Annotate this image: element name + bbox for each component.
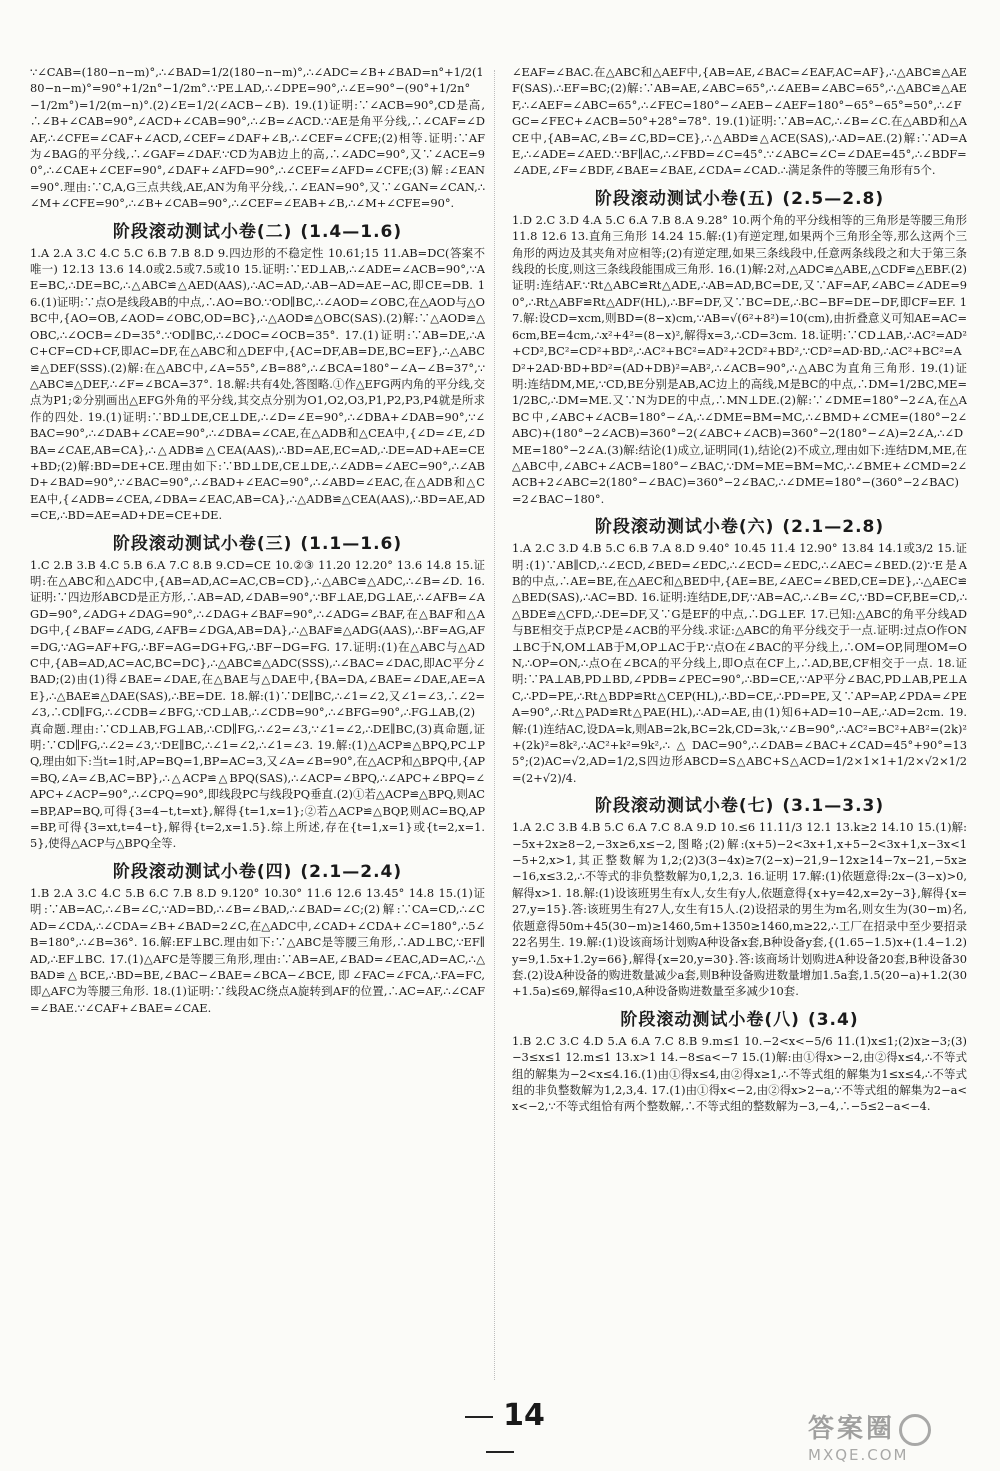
column-divider bbox=[494, 70, 495, 1380]
watermark-brand: 答案圈 bbox=[808, 1408, 978, 1446]
section-title: 阶段滚动测试小卷(八) (3.4) bbox=[620, 1009, 859, 1030]
left-section-0 bbox=[30, 64, 485, 212]
right-section-1 bbox=[512, 184, 967, 507]
watermark-logo bbox=[808, 1408, 978, 1466]
section-title: 阶段滚动测试小卷(四) (2.1—2.4) bbox=[112, 861, 403, 882]
section-text: 1.B 2.C 3.C 4.D 5.A 6.A 7.C 8.B 9.m≤1 10.−2<x<−5/6 11.(1)x≤1;(2)x≥−3;(3)−3≤x≤1 12.m≤1 13.x>1 14.−8≤a<−7 15.(1)解:由①得x>−2,由②得x≤4,∴不等式组的解集为−2<x≤4.16.(1)由①得x≤4,由②得x≥1,∴不等式组的解集为1≤x≤4,∴不等式组的非负整数解为1,2,3,4. 17.(1)由①得x<−2,由②得x>2−a,∵不等式组的解集为2−a<x<−2,∵不等式组恰有两个整数解,∴不等式组的整数解为−3,−4,∴−5≤2−a<−4. bbox=[512, 1033, 967, 1114]
right-section-3 bbox=[512, 791, 967, 999]
section-title: 阶段滚动测试小卷(五) (2.5—2.8) bbox=[594, 188, 885, 209]
circle-icon bbox=[899, 1414, 931, 1446]
section-text: ∵∠CAB=(180−n−m)°,∴∠BAD=1/2(180−n−m)°,∴∠ADC=∠B+∠BAD=n°+1/2(180−n−m)°=90°+1/2n°−1/2m°.∵PE⊥AD,∴∠DPE=90°,∴∠E=90°−(90°+1/2n°−1/2m°)=1/2(m−n)°.(2)∠E=1/2(∠ACB−∠B). 19.(1)证明:∵∠ACB=90°,CD是高,∴∠B+∠CAB=90°,∠ACD+∠CAB=90°,∴∠B=∠ACD.∵AE是角平分线,∴∠CAF=∠DAF,∴∠CFE=∠CAF+∠ACD,∠CEF=∠DAF+∠B,∴∠CEF=∠CFE;(2)相等.证明:∵AF为∠BAG的平分线,∴∠GAF=∠DAF.∵CD为AB边上的高,∴∠ADC=90°,又∵∠ACE=90°,∴∠CAE+∠CEF=90°,∠DAF+∠AFD=90°,∴∠CEF=∠AFD=∠CFE;(3)解:∠EAN=90°.理由:∵C,A,G三点共线,AE,AN为角平分线,∴∠EAN=90°,又∵∠GAN=∠CAN,∴∠M+∠CFE=90°,∴∠B+∠CAB=90°,∴∠CEF=∠EAB+∠B,∴∠M+∠CFE=90°. bbox=[30, 65, 485, 211]
section-text: ∠EAF=∠BAC.在△ABC和△AEF中,{AB=AE,∠BAC=∠EAF,AC=AF},∴△ABC≌△AEF(SAS).∴EF=BC;(2)解:∵AB=AE,∠ABC=65°,∴∠AEB=∠ABC=65°,∴△ABC≌△AEF,∴∠AEF=∠ABC=65°,∴∠FEC=180°−∠AEB−∠AEF=180°−65°−65°=50°,∴∠FGC=∠FEC+∠ACB=50°+28°=78°. 19.(1)证明:∵AB=AC,∴∠B=∠C.在△ABD和△ACE中,{AB=AC,∠B=∠C,BD=CE},∴△ABD≌△ACE(SAS),∴AD=AE.(2)解:∵AD=AE,∴∠ADE=∠AED.∵BF∥AC,∴∠FBD=∠C=45°.∵∠ABC=∠C=∠DAE=45°,∴∠BDF=∠ADE,∠F=∠BDF,∠BAE=∠BAE,∠CDA=∠CAD.∴满足条件的等腰三角形有5个. bbox=[512, 65, 967, 178]
left-section-3 bbox=[30, 857, 485, 1016]
right-section-2 bbox=[512, 512, 967, 786]
right-section-0 bbox=[512, 64, 967, 179]
dash-decoration bbox=[486, 1451, 514, 1453]
section-title: 阶段滚动测试小卷(六) (2.1—2.8) bbox=[594, 517, 885, 538]
section-text: 1.A 2.A 3.C 4.C 5.C 6.B 7.B 8.D 9.四边形的不稳定性 10.61;15 11.AB=DC(答案不唯一) 12.13 13.6 14.0或2.5或7.5或10 15.证明:∵ED⊥AB,∴∠ADE=∠ACB=90°,∵AE=BC,∴DE=BC,∴△ABC≌△AED(AAS),∴AC=AD,∴AB−AD=AE−AC,即CE=DB. 16.(1)证明:∵点O是线段AB的中点,∴AO=BO.∵OD∥BC,∴∠AOD=∠OBC,在△AOD与△OBC中,{AO=OB,∠AOD=∠OBC,OD=BC},∴△AOD≌△OBC(SAS).(2)解:∵△AOD≌△OBC,∴∠OCB=∠D=35°.∵OD∥BC,∴∠DOC=∠OCB=35°. 17.(1)证明:∵AB=DE,∴AC+CF=CD+CF,即AC=DF,在△ABC和△DEF中,{AC=DF,AB=DE,BC=EF},∴△ABC≌△DEF(SSS).(2)解:在△ABC中,∠A=55°,∠B=88°,∴∠BCA=180°−∠A−∠B=37°,∵△ABC≌△DEF,∴∠F=∠BCA=37°. 18.解:共有4处,答图略.①作△EFG两内角的平分线,交点为P1;②分别画出△EFG外角的平分线,其交点分别为O1,O2,O3,P1,P2,P3,P4就是所求作的四处. 19.(1)证明:∵BD⊥DE,CE⊥DE,∴∠D=∠E=90°,∴∠DBA+∠DAB=90°,∵∠BAC=90°,∴∠DAB+∠CAE=90°,∴∠DBA=∠CAE,在△ADB和△CEA中,{∠D=∠E,∠DBA=∠CAE,AB=CA},∴△ADB≌△CEA(AAS),∴BD=AE,EC=AD,∴DE=AD+AE=CE+BD;(2)解:BD=DE+CE.理由如下:∵BD⊥DE,CE⊥DE,∴∠ADB=∠AEC=90°,∴∠ABD+∠BAD=90°,∵∠BAC=90°,∴∠BAD+∠EAC=90°,∴∠ABD=∠EAC,在△ADB和△CEA中,{∠ADB=∠CEA,∠DBA=∠EAC,AB=CA},∴△ADB≌△CEA(AAS),∴BD=AE,AD=CE,∴BD=AE=AD+DE=CE+DE. bbox=[30, 245, 485, 523]
section-text: 1.B 2.A 3.C 4.C 5.B 6.C 7.B 8.D 9.120° 10.30° 11.6 12.6 13.45° 14.8 15.(1)证明:∵AB=AC,∴∠B=∠C,∵AD=BD,∴∠B=∠BAD,∴∠BAD=∠C;(2)解:∵CA=CD,∴∠CAD=∠CDA,∴∠CDA=∠B+∠BAD=2∠C,在△ADC中,∠CAD+∠CDA+∠C=180°,∴5∠B=180°,∴∠B=36°. 16.解:EF⊥BC.理由如下:∵△ABC是等腰三角形,∴AD⊥BC,∵EF∥AD,∴EF⊥BC. 17.(1)△AFC是等腰三角形,理由:∵AB=AE,∠BAD=∠EAC,AD=AC,∴△BAD≌△BCE,∴BD=BE,∠BAC−∠BAE=∠BCA−∠BCE,即∠FAC=∠FCA,∴FA=FC,即△AFC为等腰三角形. 18.(1)证明:∵线段AC绕点A旋转到AF的位置,∴AC=AF,∴∠CAF=∠BAE.∵∠CAF+∠BAE=∠CAE. bbox=[30, 885, 485, 1015]
right-section-4 bbox=[512, 1005, 967, 1115]
section-title: 阶段滚动测试小卷(七) (3.1—3.3) bbox=[594, 796, 885, 817]
left-section-1 bbox=[30, 217, 485, 524]
right-column bbox=[512, 64, 967, 1384]
watermark-site: MXQE.COM bbox=[808, 1445, 909, 1464]
section-text: 1.A 2.C 3.D 4.B 5.C 6.B 7.A 8.D 9.40° 10.45 11.4 12.90° 13.84 14.1或3/2 15.证明:(1)∵AB∥CD,∴∠ECD,∠BED=∠EDC,∴∠ECD=∠EDC,∴∠AEC=∠BED.(2)∵E是AB的中点,∴AE=BE,在△AEC和△BED中,{AE=BE,∠AEC=∠BED,CE=DE},∴△AEC≌△BED(SAS),∴AC=BD. 16.证明:连结DE,DF,∵AB=AC,∴∠B=∠C,∵BD=CF,BE=CD,∴△BDE≌△CFD,∴DE=DF,又∵G是EF的中点,∴DG⊥EF. 17.已知:△ABC的角平分线AD与BE相交于点P,CP是∠ACB的平分线.求证:△ABC的角平分线交于一点.证明:过点O作ON⊥BC于N,OM⊥AB于M,OP⊥AC于P,∵点O在∠BAC的平分线上,∴OM=OP,同理OM=ON,∴OP=ON,∴点O在∠BCA的平分线上,即O点在CF上,∴AD,BE,CF相交于一点. 18.证明:∵PA⊥AB,PD⊥BD,∠PDB=∠PEC=90°,∴BD=CE,∵AP平分∠BAC,PD⊥AB,PE⊥AC,∴PD=PE,∴Rt△BDP≌Rt△CEP(HL),∴BD=CE,∴PD=PE,又∵AP=AP,∠PDA=∠PEA=90°,∴Rt△PAD≌Rt△PAE(HL),∴AD=AE,由(1)知6+AD=10−AE,∴AD=2cm. 19.解:(1)连结AC,设DA=k,则AB=2k,BC=2k,CD=3k,∵∠B=90°,∴AC²=BC²+AB²=(2k)²+(2k)²=8k²,∴AC²+k²=9k²,∴△DAC=90°,∴∠DAB=∠BAC+∠CAD=45°+90°=135°;(2)AC=√2,AD=1/2,S四边形ABCD=S△ABC+S△ACD=1/2×1×1+1/2×√2×1/2=(2+√2)/4. bbox=[512, 541, 967, 785]
section-title: 阶段滚动测试小卷(三) (1.1—1.6) bbox=[112, 533, 403, 554]
left-section-2 bbox=[30, 529, 485, 852]
section-text: 1.C 2.B 3.B 4.C 5.B 6.A 7.C 8.B 9.CD=CE 10.②③ 11.20 12.20° 13.6 14.8 15.证明:在△ABC和△ADC中,{AB=AD,AC=AC,CB=CD},∴△ABC≌△ADC,∴∠B=∠D. 16.证明:∵四边形ABCD是正方形,∴AB=AD,∠DAB=90°,∵BF⊥AE,DG⊥AE,∴∠AFB=∠AGD=90°,∠ADG+∠DAG=90°,∴∠DAG+∠BAF=90°,∴∠ADG=∠BAF,在△BAF和△ADG中,{∠BAF=∠ADG,∠AFB=∠DGA,AB=DA},∴△BAF≌△ADG(AAS),∴BF=AG,AF=DG,∵AG=AF+FG,∴BF=AG=DG+FG,∴BF−DG=FG. 17.证明:(1)在△ABC与△ADC中,{AB=AD,AC=AC,BC=DC},∴△ABC≌△ADC(SSS),∴∠BAC=∠DAC,即AC平分∠BAD;(2)由(1)得∠BAE=∠DAE,在△BAE与△DAE中,{BA=DA,∠BAE=∠DAE,AE=AE},∴△BAE≌△DAE(SAS),∴BE=DE. 18.解:(1)∵DE∥BC,∴∠1=∠2,又∠1=∠3,∴∠2=∠3,∴CD∥FG,∴∠CDB=∠BFG,∵CD⊥AB,∴∠CDB=90°,∴∠BFG=90°,∴FG⊥AB,(2)真命题.理由:∵CD⊥AB,FG⊥AB,∴CD∥FG,∴∠2=∠3,∵∠1=∠2,∴DE∥BC,(3)真命题,证明:∵CD∥FG,∴∠2=∠3,∵DE∥BC,∴∠1=∠2,∴∠1=∠3. 19.解:(1)△ACP≌△BPQ,PC⊥PQ,理由如下:当t=1时,AP=BQ=1,BP=AC=3,又∠A=∠B=90°,在△ACP和△BPQ中,{AP=BQ,∠A=∠B,AC=BP},∴△ACP≌△BPQ(SAS),∴∠ACP=∠BPQ,∴∠APC+∠BPQ=∠APC+∠ACP=90°,∴∠CPQ=90°,即线段PC与线段PQ垂直.(2)①若△ACP≌△BPQ,则AC=BP,AP=BQ,可得{3=4−t,t=xt},解得{t=1,x=1};②若△ACP≌△BQP,则AC=BQ,AP=BP,可得{3=xt,t=4−t},解得{t=2,x=1.5}.综上所述,存在{t=1,x=1}或{t=2,x=1.5},使得△ACP与△BPQ全等. bbox=[30, 557, 485, 851]
section-text: 1.A 2.C 3.B 4.B 5.C 6.A 7.C 8.A 9.D 10.≤6 11.11/3 12.1 13.k≥2 14.10 15.(1)解:−5x+2x≥8−2,−3x≥6,x≤−2,图略;(2)解:(x+5)−2<3x+1,x+5−2<3x+1,x−3x<1−5+2,x>1,其正整数解为1,2;(2)3(3−4x)≥7(2−x)−21,9−12x≥14−7x−21,−5x≥−16,x≤3.2,∴不等式的非负整数解为0,1,2,3. 16.证明 17.解:(1)依题意得:2x−(3−x)>0,解得x>1. 18.解:(1)设该班男生有x人,女生有y人,依题意得{x+y=42,x=2y−3},解得{x=27,y=15}.答:该班男生有27人,女生有15人.(2)设招录的男生为m名,则女生为(30−m)名,依题意得50m+45(30−m)≥1460,5m+1350≥1460,m≥22,∴工厂在招录中至少要招录22名男生. 19.解:(1)设该商场计划购A种设备x套,B种设备y套,{(1.65−1.5)x+(1.4−1.2)y=9,1.5x+1.2y=66},解得{x=20,y=30}.答:该商场计划购进A种设备20套,B种设备30套.(2)设A种设备的购进数量减少a套,则B种设备购进数量增加1.5a套,1.5(20−a)+1.2(30+1.5a)≤69,解得a≤10,A种设备购进数量至多减少10套. bbox=[512, 820, 967, 999]
page-number: 14 bbox=[440, 1398, 560, 1468]
section-text: 1.D 2.C 3.D 4.A 5.C 6.A 7.B 8.A 9.28° 10.两个角的平分线相等的三角形是等腰三角形 11.8 12.6 13.直角三角形 14.24 15.解:(1)有逆定理,如果两个三角形全等,那么这两个三角形的两边及其夹角对应相等;(2)有逆定理,如果三条线段中,任意两条线段之和大于第三条线段的长度,则这三条线段能围成三角形. 16.(1)解:2对,△ADC≌△ABE,△CDF≌△EBF.(2)证明:连结AF.∵Rt△ABC≌Rt△ADE,∴AB=AD,BC=DE,又∵AF=AF,∠ABC=∠ADE=90°,∴Rt△ABF≌Rt△ADF(HL),∴BF=DF,又∵BC=DE,∴BC−BF=DE−DF,即CF=EF. 17.解:设CD=xcm,则BD=(8−x)cm,∵AB=√(6²+8²)=10(cm),由折叠意义可知AE=AC=6cm,BE=4cm,∴x²+4²=(8−x)²,解得x=3,∴CD=3cm. 18.证明:∵CD⊥AB,∴AC²=AD²+CD²,BC²=CD²+BD²,∴AC²+BC²=AD²+2CD²+BD²,∵CD²=AD·BD,∴AC²+BC²=AD²+2AD·BD+BD²=(AD+DB)²=AB²,∴∠ACB=90°,∴△ABC为直角三角形. 19.(1)证明:连结DM,ME,∵CD,BE分别是AB,AC边上的高线,M是BC的中点,∴DM=1/2BC,ME=1/2BC,∴DM=ME.又∵N为DE的中点,∴MN⊥DE.(2)解:∵∠DME=180°−2∠A,在△ABC中,∠ABC+∠ACB=180°−∠A,∴∠DME=BM=MC,∴∠BMD+∠CME=(180°−2∠ABC)+(180°−2∠ACB)=360°−2(∠ABC+∠ACB)=360°−2(180°−∠A)=2∠A,∴∠DME=180°−2∠A.(3)解:结论(1)成立,证明同(1),结论(2)不成立,理由如下:连结DM,ME,在△ABC中,∠ABC+∠ACB=180°−∠BAC,∵DM=ME=BM=MC,∴∠BME+∠CMD=2∠ACB+2∠ABC=2(180°−∠BAC)=360°−2∠BAC,∴∠DME=180°−(360°−2∠BAC)=2∠BAC−180°. bbox=[512, 212, 967, 506]
section-title: 阶段滚动测试小卷(二) (1.4—1.6) bbox=[112, 221, 403, 242]
dash-decoration bbox=[465, 1416, 493, 1418]
left-column bbox=[30, 64, 485, 1384]
